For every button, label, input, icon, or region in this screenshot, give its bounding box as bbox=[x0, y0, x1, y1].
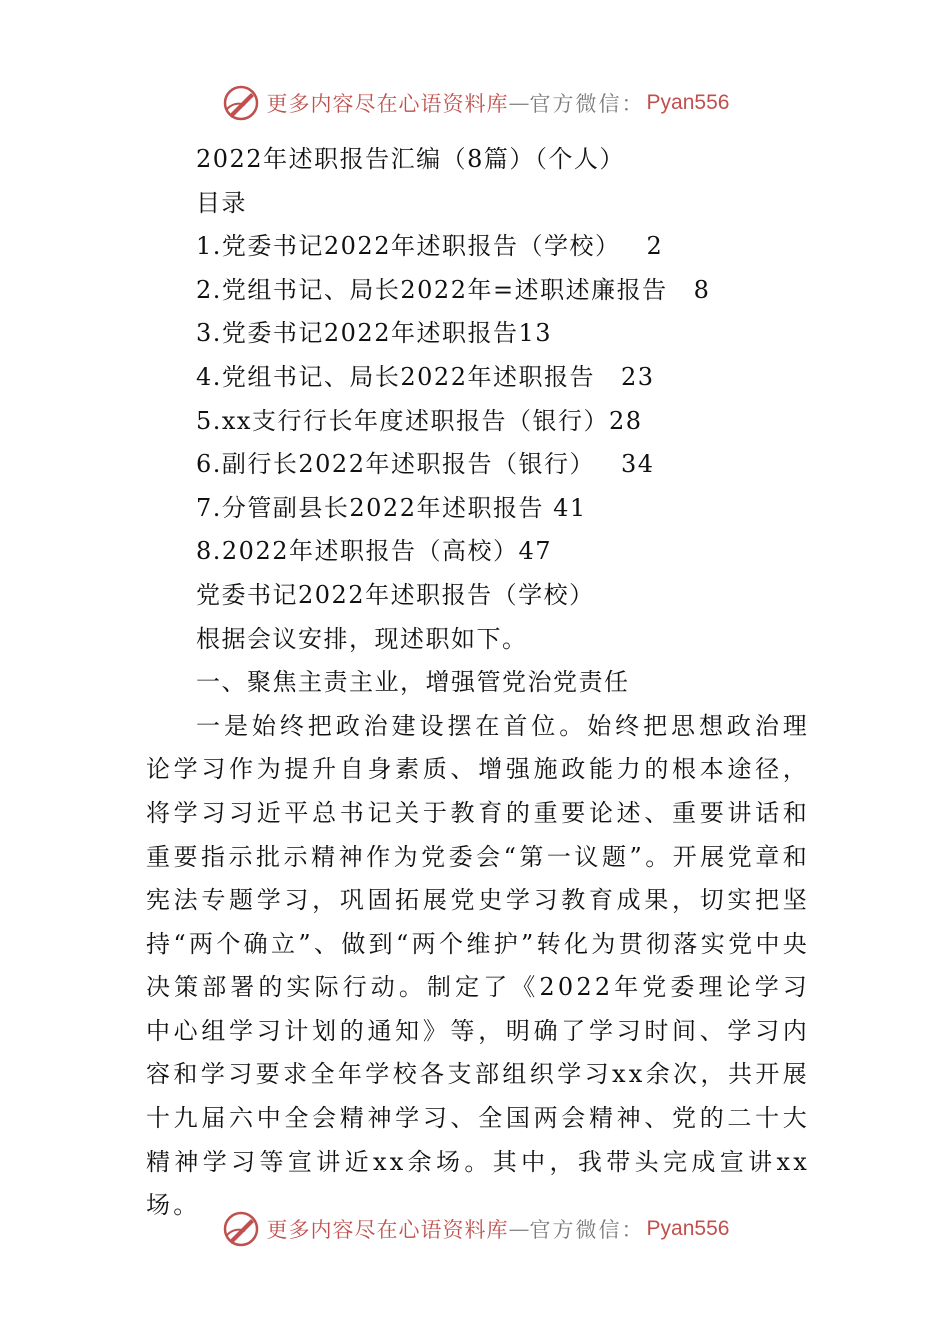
section-title: 党委书记2022年述职报告（学校） bbox=[196, 580, 595, 609]
toc-item-label: 3.党委书记2022年述职报告13 bbox=[196, 319, 553, 348]
toc-item-label: 6.副行长2022年述职报告（银行） bbox=[196, 450, 595, 479]
toc-item bbox=[146, 225, 810, 269]
intro-text: 根据会议安排，现述职如下。 bbox=[196, 624, 528, 653]
pen-seal-icon bbox=[221, 1209, 261, 1249]
section-heading: 一、聚焦主责主业，增强管党治党责任 bbox=[196, 668, 630, 697]
body-paragraph: 一是始终把政治建设摆在首位。始终把思想政治理论学习作为提升自身素质、增强施政能力的根本途径，将学习习近平总书记关于教育的重要论述、重要讲话和重要指示批示精神作为党委会“第一议题”。开展党章和宪法专题学习，巩固拓展党史学习教育成果，切实把坚持“两个确立”、做到“两个维护”转化为贯彻落实党中央决策部署的实际行动。制定了《2022年党委理论学习中心组学习计划的通知》等，明确了学习时间、学习内容和学习要求全年学校各支部组织学习xx余次，共开展十九届六中全会精神学习、全国两会精神、党的二十大精神学习等宣讲近xx余场。其中，我带头完成宣讲xx场。 bbox=[146, 711, 810, 1220]
watermark-dash: — bbox=[508, 1217, 530, 1241]
toc-item-label: 2.党组书记、局长2022年=述职述廉报告 bbox=[196, 275, 668, 304]
toc-item-label: 5.xx支行行长年度述职报告（银行）28 bbox=[196, 406, 643, 435]
toc-item bbox=[146, 530, 810, 574]
toc-item-page: 23 bbox=[620, 362, 655, 391]
toc-heading: 目录 bbox=[196, 188, 247, 217]
toc-item bbox=[146, 443, 810, 487]
toc-item bbox=[146, 356, 810, 400]
toc-item-label: 8.2022年述职报告（高校）47 bbox=[196, 537, 553, 566]
watermark-banner-bottom bbox=[0, 1206, 950, 1252]
toc-item bbox=[146, 269, 810, 313]
watermark-dash: — bbox=[508, 91, 530, 115]
toc-item bbox=[146, 487, 810, 531]
toc-item-label: 4.党组书记、局长2022年述职报告 bbox=[196, 362, 595, 391]
watermark-official-label: 官方微信： bbox=[529, 1218, 645, 1242]
toc-item-page: 8 bbox=[693, 275, 711, 304]
watermark-text: 更多内容尽在心语资料库 bbox=[266, 1218, 509, 1242]
watermark-wechat-id: Pyan556 bbox=[646, 1217, 730, 1240]
toc-item bbox=[146, 312, 810, 356]
toc-item-label: 7.分管副县长2022年述职报告 41 bbox=[196, 493, 587, 522]
toc-item-page: 34 bbox=[620, 450, 655, 479]
document-body bbox=[146, 138, 810, 1228]
toc-item-page: 2 bbox=[646, 232, 664, 261]
toc-item-label: 1.党委书记2022年述职报告（学校） bbox=[196, 232, 621, 261]
toc-item bbox=[146, 400, 810, 444]
pen-seal-icon bbox=[221, 83, 261, 123]
watermark-official-label: 官方微信： bbox=[529, 92, 645, 116]
watermark-wechat-id: Pyan556 bbox=[646, 91, 730, 114]
document-title: 2022年述职报告汇编（8篇）（个人） bbox=[196, 145, 625, 173]
watermark-banner-top bbox=[0, 80, 950, 126]
watermark-text: 更多内容尽在心语资料库 bbox=[266, 92, 509, 116]
